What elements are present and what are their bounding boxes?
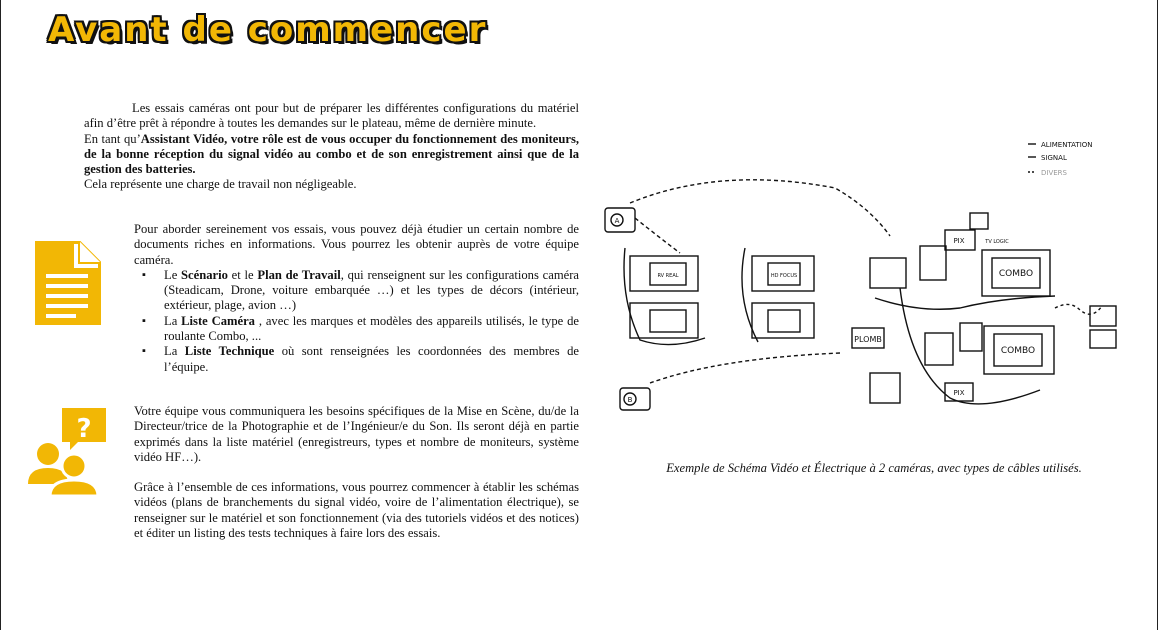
intro-line-1: Les essais caméras ont pour but de préparer les différentes configurations du matériel afin d’être prêt à répondre à toutes les demandes sur le plateau, même de dernière minute. bbox=[84, 101, 579, 131]
intro-line-2-prefix: En tant qu’ bbox=[84, 131, 141, 146]
intro-block bbox=[84, 101, 579, 193]
team-para-2: Grâce à l’ensemble de ces informations, vous pourrez commencer à établir les schémas vidéos (plans de branchements du signal vidéo, voire de l’alimentation électrique), se renseigner sur le matériel et son fonctionnement (via des tutoriels vidéos et des notices) et éditer un listing des tests techniques à faire lors des essais. bbox=[134, 480, 579, 541]
video-schematic-diagram bbox=[600, 128, 1145, 418]
camera-a-mark: A bbox=[614, 217, 620, 225]
legend-signal: SIGNAL bbox=[1041, 154, 1067, 162]
document-icon bbox=[32, 238, 104, 328]
legend-divers: DIVERS bbox=[1041, 169, 1067, 177]
pix-b-label: PIX bbox=[953, 389, 965, 397]
combo-b-label: COMBO bbox=[1000, 346, 1036, 356]
legend-alimentation: ALIMENTATION bbox=[1041, 141, 1093, 149]
plomb-label: PLOMB bbox=[854, 335, 882, 344]
list-item: ▪ La Liste Technique où sont renseignées les coordonnées des membres de l’équipe. bbox=[164, 344, 579, 375]
rvreal-label: RV REAL bbox=[657, 273, 679, 279]
intro-line-3: Cela représente une charge de travail non négligeable. bbox=[84, 177, 357, 192]
intro-line-2 bbox=[84, 132, 579, 178]
intro-line-2-bold: Assistant Vidéo, votre rôle est de vous occuper du fonctionnement des moniteurs, de la bonne réception du signal vidéo au combo et de son enregistrement ainsi que de la gestion des batteries. bbox=[84, 131, 579, 177]
documents-list bbox=[134, 268, 579, 375]
tvlogic-label: TV LOGIC bbox=[985, 239, 1009, 245]
camera-b-mark: B bbox=[627, 396, 633, 404]
team-block bbox=[134, 404, 579, 541]
documents-intro: Pour aborder sereinement vos essais, vous pouvez déjà étudier un certain nombre de documents riches en informations. Vous pourrez les obtenir auprès de votre équipe caméra. bbox=[134, 222, 579, 267]
svg-text:?: ? bbox=[76, 414, 92, 444]
hdfocus-label: HD FOCUS bbox=[770, 273, 798, 279]
list-item: ▪ La Liste Caméra , avec les marques et modèles des appareils utilisés, le type de roulante Combo, ... bbox=[164, 314, 579, 345]
team-question-icon bbox=[26, 406, 110, 496]
page-title: Avant de commencer bbox=[48, 10, 488, 50]
combo-a-label: COMBO bbox=[998, 269, 1034, 279]
team-para-1: Votre équipe vous communiquera les besoins spécifiques de la Mise en Scène, du/de la Directeur/trice de la Photographie et de l’Ingénieur/e du Son. Ils seront déjà en partie exprimés dans la liste matériel (enregistreurs, types et nombre de moniteurs, système vidéo HF…). bbox=[134, 404, 579, 464]
documents-block bbox=[134, 222, 579, 375]
list-item: ▪ Le Scénario et le Plan de Travail, qui renseignent sur les configurations caméra (Steadicam, Drone, voiture embarquée …) et les types de décors (intérieur, extérieur, plage, avion …) bbox=[164, 268, 579, 314]
pix-a-label: PIX bbox=[953, 237, 965, 245]
diagram-caption: Exemple de Schéma Vidéo et Électrique à 2 caméras, avec types de câbles utilisés. bbox=[666, 461, 1082, 475]
